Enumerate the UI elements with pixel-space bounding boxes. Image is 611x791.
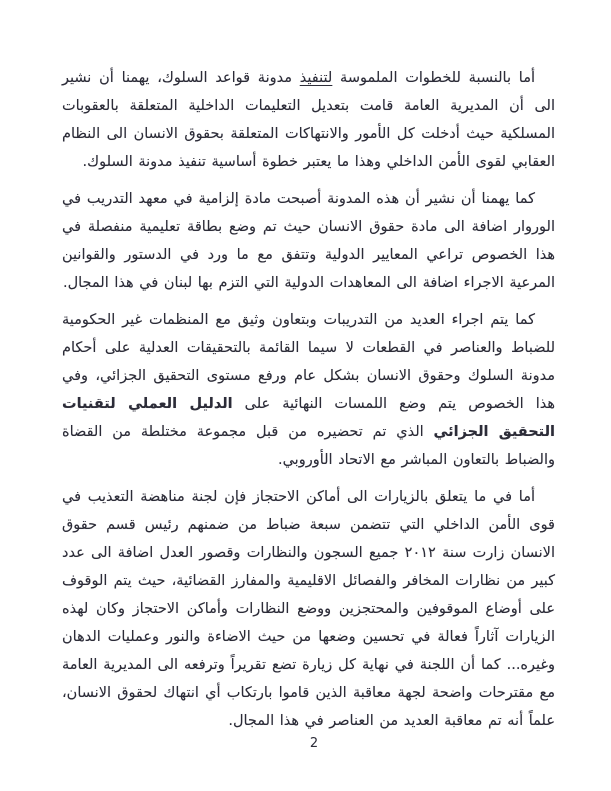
paragraph-4 <box>62 483 555 735</box>
paragraph-3 <box>62 306 555 474</box>
text-segment: كما يتم اجراء العديد من التدريبات وبتعاون وثيق مع المنظمات غير الحكومية للضباط والعناصر في القطعات لا سيما القائمة بالتحقيقات العدلية على أحكام مدونة السلوك وحقوق الانسان بشكل عام ورفع مستوى التحقيق الجزائي، وفي هذا الخصوص يتم وضع اللمسات النهائية على <box>62 312 555 412</box>
paragraph-1 <box>62 64 555 176</box>
text-segment: مدونة قواعد السلوك، يهمنا أن نشير الى أن المديرية العامة قامت بتعديل التعليمات الداخلية المتعلقة بالعقوبات المسلكية حيث أدخلت كل الأمور والانتهاكات المتعلقة بحقوق الانسان الى النظام العقابي لقوى الأمن الداخلي وهذا ما يعتبر خطوة أساسية تنفيذ مدونة السلوك. <box>62 70 555 170</box>
bold-text-segment: الدليل العملي لتقنيات التحقيق الجزائي <box>62 396 555 440</box>
text-segment: الذي تم تحضيره من قبل مجموعة مختلطة من القضاة والضباط بالتعاون المباشر مع الاتحاد الأوروبي. <box>62 424 555 468</box>
document-text <box>62 64 555 744</box>
text-segment: كما يهمنا أن نشير أن هذه المدونة أصبحت مادة إلزامية في معهد التدريب في الوروار اضافة الى مادة حقوق الانسان حيث تم وضع بطاقة تعليمية منفصلة في هذا الخصوص تراعي المعايير الدولية وتتفق مع ما ورد في الدستور والقوانين المرعية الاجراء اضافة الى المعاهدات الدولية التي التزم بها لبنان في هذا المجال. <box>62 191 555 291</box>
page-number: 2 <box>309 736 320 751</box>
text-segment: أما بالنسبة للخطوات الملموسة <box>332 70 535 86</box>
underlined-text-segment: لتنفيذ <box>299 70 333 86</box>
paragraph-2 <box>62 185 555 297</box>
text-segment: أما في ما يتعلق بالزيارات الى أماكن الاحتجاز فإن لجنة مناهضة التعذيب في قوى الأمن الداخلي التي تتضمن سبعة ضباط من ضمنهم رئيس قسم حقوق الانسان زارت سنة ٢٠١٢ جميع السجون والنظارات وقصور العدل اضافة الى عدد كبير من نظارات المخافر والفصائل الاقليمية والمفارز القضائية، حيث يتم الوقوف على أوضاع الموقوفين والمحتجزين ووضع النظارات وأماكن الاحتجاز وكان لهذه الزيارات آثاراً فعالة في تحسين وضعها من حيث الاضاءة والنور وعمليات الدهان وغيره... كما أن اللجنة في نهاية كل زيارة تضع تقريراً وترفعه الى المديرية العامة مع مقترحات واضحة لجهة معاقبة الذين قاموا بارتكاب أي انتهاك لحقوق الانسان، علماً أنه تم معاقبة العديد من العناصر في هذا المجال. <box>62 489 555 729</box>
